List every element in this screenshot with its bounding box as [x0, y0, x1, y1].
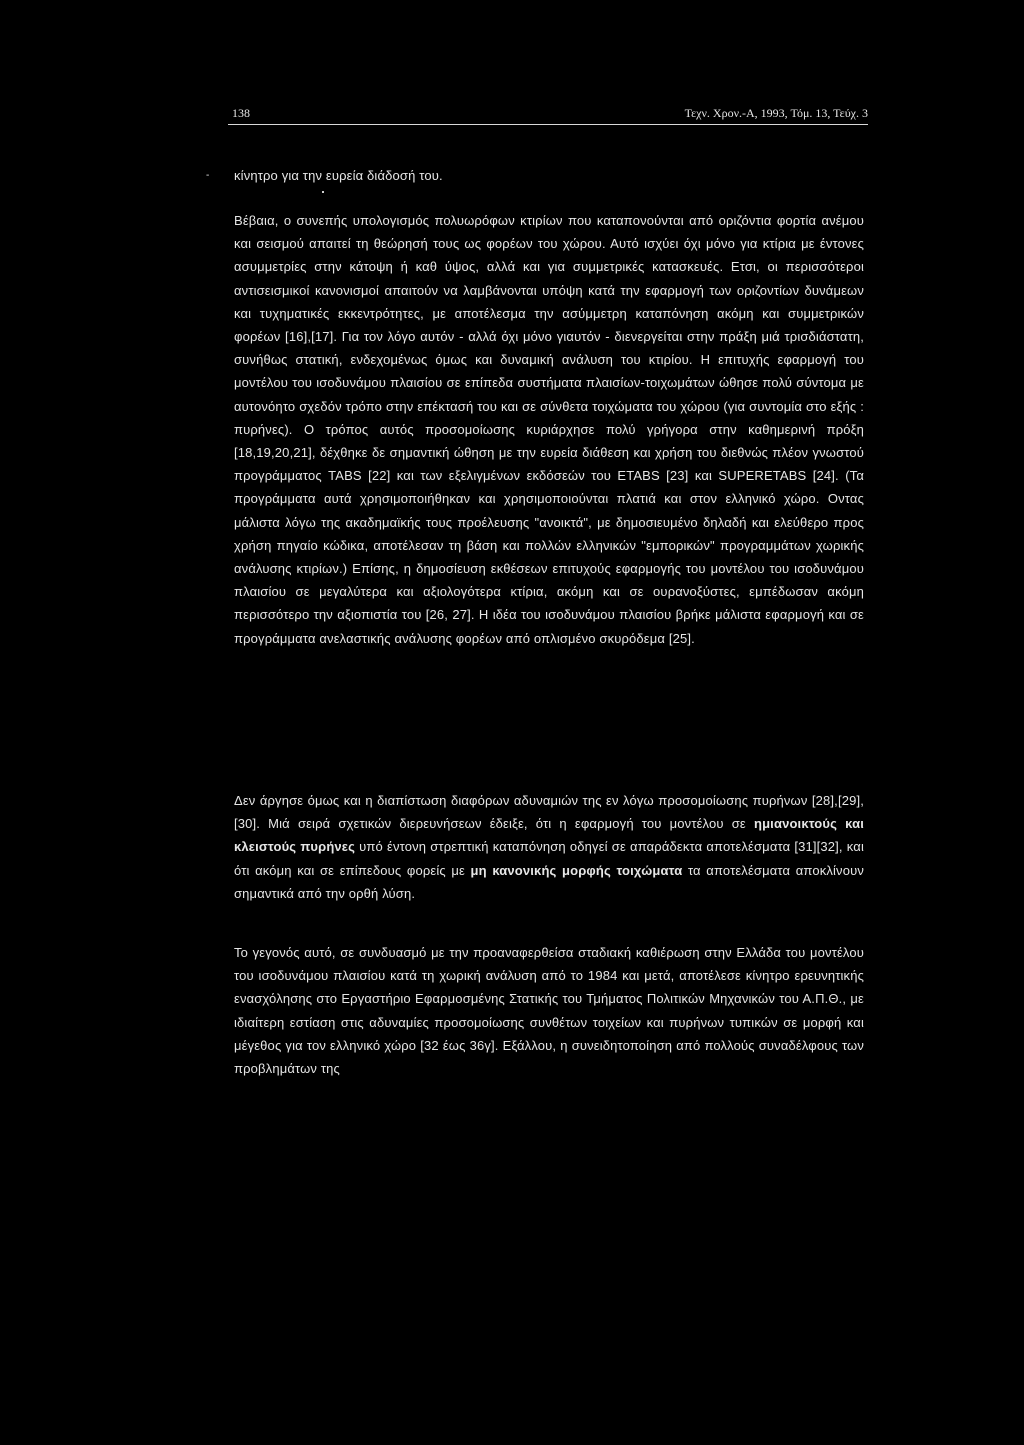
- running-header: [228, 104, 868, 125]
- p3-bold-irregular-walls: μη κανονικής μορφής τοιχώματα: [470, 862, 683, 878]
- scan-speck: [322, 191, 324, 193]
- margin-dash-mark: -: [206, 170, 210, 181]
- paragraph-model-weaknesses: [234, 789, 864, 905]
- paragraph-research-motivation: Το γεγονός αυτό, σε συνδυασμό με την προαναφερθείσα σταδιακή καθιέρωση στην Ελλάδα του μοντέλου του ισοδυνάμου πλαισίου κατά τη χωρική ανάλυση από το 1984 και μετά, αποτέλεσε κίνητρο ερευνητικής ενασχόλησης στο Εργαστήριο Εφαρμοσμένης Στατικής του Τμήματος Πολιτικών Μηχανικών του Α.Π.Θ., με ιδιαίτερη εστίαση στις αδυναμίες προσομοίωσης συνθέτων τοιχείων και πυρήνων τυπικών σε μορφή και μέγεθος για τον ελληνικό χώρο [32 έως 36γ]. Εξάλλου, η συνειδητοποίηση από πολλούς συναδέλφους των προβλημάτων της: [234, 945, 864, 1077]
- paragraph-continuation: κίνητρο για την ευρεία διάδοσή του.: [234, 168, 443, 183]
- p3-text-3: τα αποτελέσματα αποκλίνουν σημαντικά από την ορθή λύση.: [234, 862, 864, 901]
- p3-text-1: Δεν άργησε όμως και η διαπίστωση διαφόρων αδυναμιών της εν λόγω προσομοίωσης πυρήνων [28],[29],[30]. Μιά σειρά σχετικών διερευνήσεων έδειξε, ότι η εφαρμογή του μοντέλου σε: [234, 793, 864, 832]
- paragraph-equivalent-frame: Βέβαια, ο συνεπής υπολογισμός πολυωρόφων κτιρίων που καταπονούνται από οριζόντια φορτία ανέμου και σεισμού απαιτεί τη θεώρησή τους ως φορέων του χώρου. Αυτό ισχύει όχι μόνο για κτίρια με έντονες ασυμμετρίες στην κάτοψη ή καθ ύψος, αλλά και για συμμετρικές κατασκευές. Ετσι, οι περισσότεροι αντισεισμικοί κανονισμοί απαιτούν να λαμβάνονται υπόψη κατά την εφαρμογή των οριζοντίων δυνάμεων και τυχηματικές εκκεντρότητες, με αποτέλεσμα την ασύμμετρη καταπόνηση ακόμη και συμμετρικών φορέων [16],[17]. Για τον λόγο αυτόν - αλλά όχι μόνο γιαυτόν - διενεργείται στην πράξη μιά τρισδιάστατη, συνήθως στατική, ενδεχομένως όμως και δυναμική ανάλυση του κτιρίου. Η επιτυχής εφαρμογή του μοντέλου του ισοδυνάμου πλαισίου σε επίπεδα συστήματα πλαισίων-τοιχωμάτων ώθησε πολύ σύντομα με αυτονόητο σχεδόν τρόπο στην επέκτασή του και σε σύνθετα τοιχώματα του χώρου (για συντομία στο εξής : πυρήνες). Ο τρόπος αυτός προσομοίωσης κυριάρχησε πολύ γρήγορα στην καθημερινή πρόξη [18,19,20,21], δέχθηκε δε σημαντική ώθηση με την ευρεία διάθεση και χρήση του διεθνώς πλέον γνωστού προγράμματος TABS [22] και των εξελιγμένων εκδόσεών του ETABS [23] και SUPERETABS [24]. (Τα προγράμματα αυτά χρησιμοποιήθηκαν και χρησιμοποιούνται πλατιά και στον ελληνικό χώρο. Οντας μάλιστα λόγω της ακαδημαϊκής τους προέλευσης "ανοικτά", με δημοσιευμένο δηλαδή και ελεύθερο προς χρήση πηγαίο κώδικα, αποτέλεσαν τη βάση και πολλών ελληνικών "εμπορικών" προγραμμάτων χωρικής ανάλυσης κτιρίων.) Επίσης, η δημοσίευση εκθέσεων επιτυχούς εφαρμογής του μοντέλου του ισοδυνάμου πλαισίου σε μεγαλύτερα και αξιολογότερα κτίρια, ακόμη και σε ουρανοξύστες, εμπέδωσαν ακόμη περισσότερο την αξιοπιστία του [26, 27]. Η ιδέα του ισοδυνάμου πλαισίου βρήκε μάλιστα εφαρμογή και σε προγράμματα ανελαστικής ανάλυσης φορέων από οπλισμένο σκυρόδεμα [25].: [234, 213, 864, 646]
- p3-text-2: υπό έντονη στρεπτική καταπόνηση οδηγεί σε απαράδεκτα αποτελέσματα [31][32], και ότι ακόμη και σε επίπεδους φορείς με: [234, 839, 864, 878]
- p3-bold-core-types: ημιανοικτούς και κλειστούς πυρήνες: [234, 816, 864, 855]
- page-number: 138: [232, 106, 250, 120]
- journal-citation: Τεχν. Χρον.-Α, 1993, Τόμ. 13, Τεύχ. 3: [684, 106, 868, 120]
